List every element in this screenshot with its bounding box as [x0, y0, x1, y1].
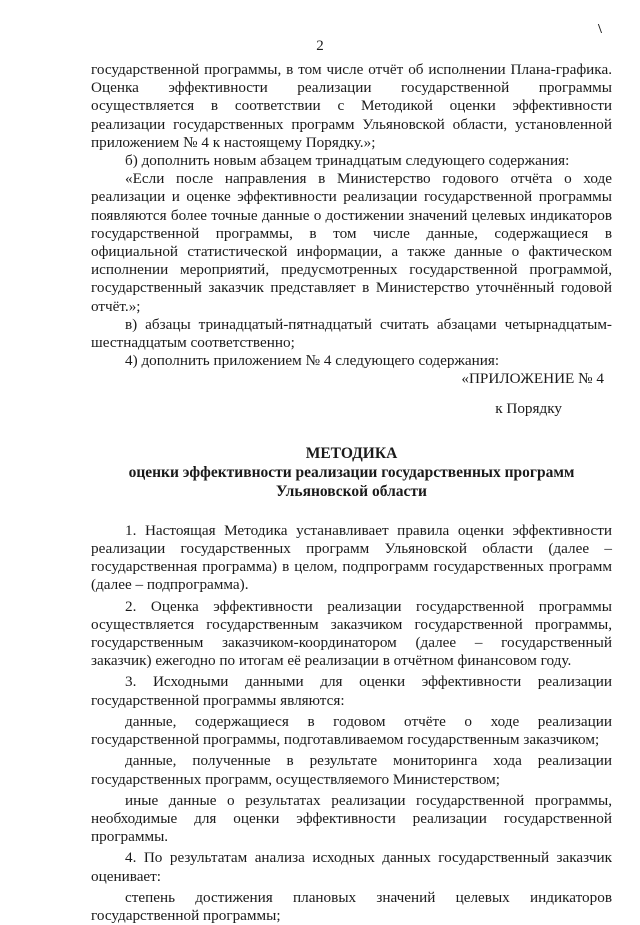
paragraph-item-4: 4) дополнить приложением № 4 следующего содержания:: [125, 352, 500, 370]
section-subtitle-line2: Ульяновской области: [276, 482, 427, 500]
document-body: [91, 61, 612, 925]
clause-3-item-c: иные данные о результатах реализации государственной программы, необходимые для оценки эффективности реализации государственной программы.: [91, 791, 612, 846]
appendix-reference: к Порядку: [495, 399, 562, 417]
clause-3-item-a: данные, содержащиеся в годовом отчёте о ходе реализации государственной программы, подготавливаемом государственным заказчиком;: [91, 712, 612, 749]
clause-3: 3. Исходными данными для оценки эффективности реализации государственной программы являются:: [91, 673, 612, 709]
clause-4: 4. По результатам анализа исходных данных государственный заказчик оценивает:: [91, 849, 612, 885]
section-subtitle-line1: оценки эффективности реализации государственных программ: [128, 463, 575, 481]
paragraph-quote: «Если после направления в Министерство годового отчёта о ходе реализации и оценке эффективности реализации государственной программы появляются более точные данные о достижении значений целевых индикаторов государственной программы, в том числе данные, содержащиеся в официальной статистической информации, а также данные о фактическом исполнении мероприятий, предусмотренных государственной программой, государственный заказчик представляет в Министерство уточнённый годовой отчёт.»;: [91, 170, 612, 315]
clause-4-item-a: степень достижения плановых значений целевых индикаторов государственной программы;: [91, 888, 612, 924]
paragraph-item-v: в) абзацы тринадцатый-пятнадцатый считать абзацами четырнадцатым-шестнадцатым соответственно;: [91, 315, 612, 352]
paragraph-continuation: государственной программы, в том числе отчёт об исполнении Плана-графика. Оценка эффективности реализации государственной программы осуществляется в соответствии с Методикой оценки эффективности реализации государственных программ Ульяновской области, установленной приложением № 4 к настоящему Порядку.»;: [91, 61, 612, 151]
page-number: 2: [316, 38, 324, 54]
corner-mark: \: [598, 22, 602, 37]
clause-1: 1. Настоящая Методика устанавливает правила оценки эффективности реализации государственных программ Ульяновской области (далее – государственная программа) в целом, подпрограмм государственных программ (далее – подпрограмма).: [91, 521, 612, 594]
paragraph-item-b: б) дополнить новым абзацем тринадцатым следующего содержания:: [125, 152, 570, 170]
clause-2: 2. Оценка эффективности реализации государственной программы осуществляется государственным заказчиком государственной программы, государственным заказчиком-координатором (далее – государственный заказчик) ежегодно по итогам её реализации в отчётном финансовом году.: [91, 597, 612, 670]
clause-3-item-b: данные, полученные в результате мониторинга хода реализации государственных программ, осуществляемого Министерством;: [91, 752, 612, 788]
section-title: МЕТОДИКА: [305, 444, 398, 462]
appendix-label: «ПРИЛОЖЕНИЕ № 4: [461, 370, 604, 388]
